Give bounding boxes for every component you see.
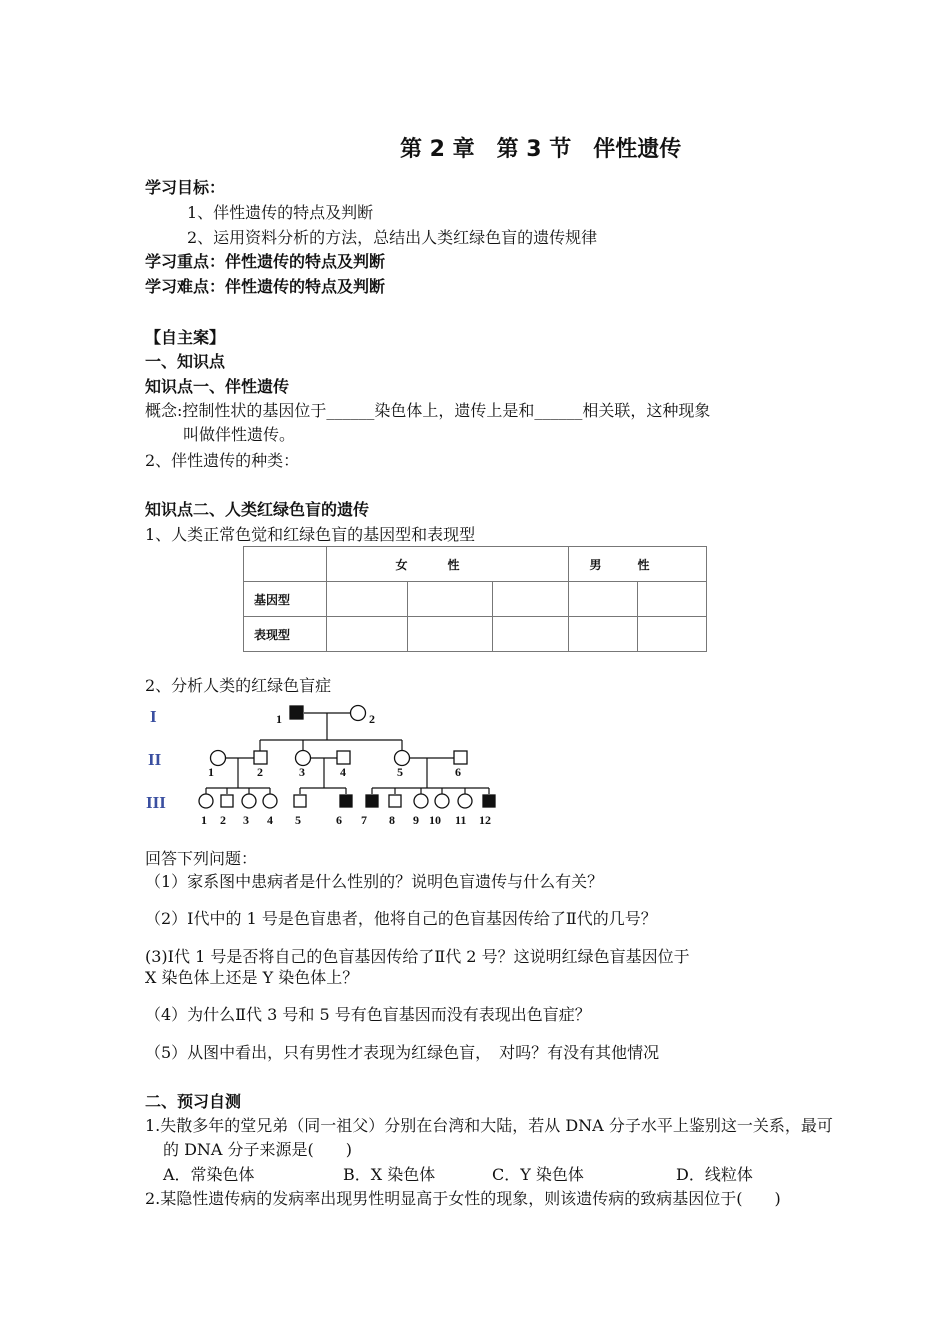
affected-male-symbol: [366, 795, 378, 807]
affected-male-symbol: [340, 795, 352, 807]
table-cell: [638, 617, 707, 652]
table-cell: [569, 617, 638, 652]
individual-number: 12: [479, 813, 491, 827]
individual-number: 5: [397, 765, 403, 779]
genotype-row-label: 基因型: [244, 582, 327, 617]
female-symbol: [263, 794, 277, 808]
test-question-2: 2.某隐性遗传病的发病率出现男性明显高于女性的现象，则该遗传病的致病基因位于( ): [145, 1189, 781, 1208]
self-study-heading: 【自主案】: [145, 328, 226, 347]
individual-number: 2: [257, 765, 263, 779]
option-b: B．X 染色体: [343, 1165, 436, 1184]
individual-number: 1: [208, 765, 214, 779]
male-symbol: [254, 751, 267, 764]
individual-number: 11: [455, 813, 467, 827]
individual-number: 5: [295, 813, 301, 827]
objective-2: 2、运用资料分析的方法，总结出人类红绿色盲的遗传规律: [187, 228, 598, 247]
knowledge-point-1-heading: 知识点一、伴性遗传: [145, 377, 290, 396]
individual-number: 9: [413, 813, 419, 827]
table-cell: [493, 582, 569, 617]
female-header: 女性: [327, 547, 569, 582]
difficulty-point: 学习难点：伴性遗传的特点及判断: [145, 277, 386, 296]
male-symbol: [337, 751, 350, 764]
table-row: [244, 582, 707, 617]
concept-line-2: 叫做伴性遗传。: [183, 425, 296, 444]
individual-number: 2: [369, 712, 375, 726]
table-cell: [327, 617, 408, 652]
option-d: D．线粒体: [676, 1165, 753, 1184]
table-cell: [327, 582, 408, 617]
table-cell: [569, 582, 638, 617]
pedigree-caption: 2、分析人类的红绿色盲症: [145, 676, 332, 695]
table-cell: [408, 582, 493, 617]
male-symbol: [294, 795, 306, 807]
individual-number: 8: [389, 813, 395, 827]
female-symbol: [242, 794, 256, 808]
key-point: 学习重点：伴性遗传的特点及判断: [145, 252, 386, 271]
affected-male-symbol: [290, 706, 303, 719]
individual-number: 1: [276, 712, 282, 726]
generation-label: II: [148, 750, 162, 769]
female-symbol: [414, 794, 428, 808]
question-4: （4）为什么Ⅱ代 3 号和 5 号有色盲基因而没有表现出色盲症？: [145, 1005, 591, 1024]
table-row: [244, 617, 707, 652]
generation-label: III: [146, 793, 166, 812]
test-question-1-line-2: 的 DNA 分子来源是( ): [163, 1140, 353, 1159]
objectives-heading: 学习目标：: [145, 178, 226, 197]
female-symbol: [395, 751, 410, 766]
question-2: （2）Ⅰ代中的 1 号是色盲患者，他将自己的色盲基因传给了Ⅱ代的几号？: [145, 909, 657, 928]
genotype-table-caption: 1、人类正常色觉和红绿色盲的基因型和表现型: [145, 525, 476, 544]
question-1: （1）家系图中患病者是什么性别的？说明色盲遗传与什么有关？: [145, 872, 604, 891]
individual-number: 6: [336, 813, 342, 827]
male-header: 男性: [569, 547, 707, 582]
table-corner-cell: [244, 547, 327, 582]
female-symbol: [296, 751, 311, 766]
option-c: C．Y 染色体: [492, 1165, 584, 1184]
male-symbol: [389, 795, 401, 807]
individual-number: 2: [220, 813, 226, 827]
individual-number: 6: [455, 765, 461, 779]
concept-line-1: 概念:控制性状的基因位于______染色体上，遗传上是和______相关联，这种现象: [145, 401, 711, 420]
female-symbol: [435, 794, 449, 808]
knowledge-point-2-heading: 知识点二、人类红绿色盲的遗传: [145, 500, 370, 519]
table-cell: [408, 617, 493, 652]
individual-number: 4: [267, 813, 273, 827]
section-1-heading: 一、知识点: [145, 352, 226, 371]
table-cell: [638, 582, 707, 617]
individual-number: 1: [201, 813, 207, 827]
female-symbol: [351, 706, 366, 721]
test-question-1-line-1: 1.失散多年的堂兄弟（同一祖父）分别在台湾和大陆，若从 DNA 分子水平上鉴别这一关系，最可: [145, 1116, 833, 1135]
individual-number: 10: [429, 813, 441, 827]
genotype-phenotype-table: [243, 546, 707, 652]
sex-linked-types: 2、伴性遗传的种类：: [145, 451, 300, 470]
objective-1: 1、伴性遗传的特点及判断: [187, 203, 374, 222]
male-symbol: [221, 795, 233, 807]
question-5: （5）从图中看出，只有男性才表现为红绿色盲， 对吗？有没有其他情况: [145, 1043, 660, 1062]
page-title: 第 2 章 第 3 节 伴性遗传: [400, 137, 682, 162]
question-3-line-1: (3)Ⅰ代 1 号是否将自己的色盲基因传给了Ⅱ代 2 号？这说明红绿色盲基因位于: [145, 947, 690, 966]
table-header-row: [244, 547, 707, 582]
affected-male-symbol: [483, 795, 495, 807]
individual-number: 3: [299, 765, 305, 779]
phenotype-row-label: 表现型: [244, 617, 327, 652]
table-cell: [493, 617, 569, 652]
individual-number: 4: [340, 765, 346, 779]
individual-number: 7: [361, 813, 367, 827]
individual-number: 3: [243, 813, 249, 827]
option-a: A．常染色体: [163, 1165, 255, 1184]
questions-intro: 回答下列问题：: [145, 849, 258, 868]
female-symbol: [199, 794, 213, 808]
female-symbol: [458, 794, 472, 808]
male-symbol: [454, 751, 467, 764]
female-symbol: [211, 751, 226, 766]
generation-label: I: [150, 707, 157, 726]
question-3-line-2: X 染色体上还是 Y 染色体上？: [145, 968, 359, 987]
section-2-heading: 二、预习自测: [145, 1092, 242, 1111]
pedigree-chart: [140, 698, 520, 828]
